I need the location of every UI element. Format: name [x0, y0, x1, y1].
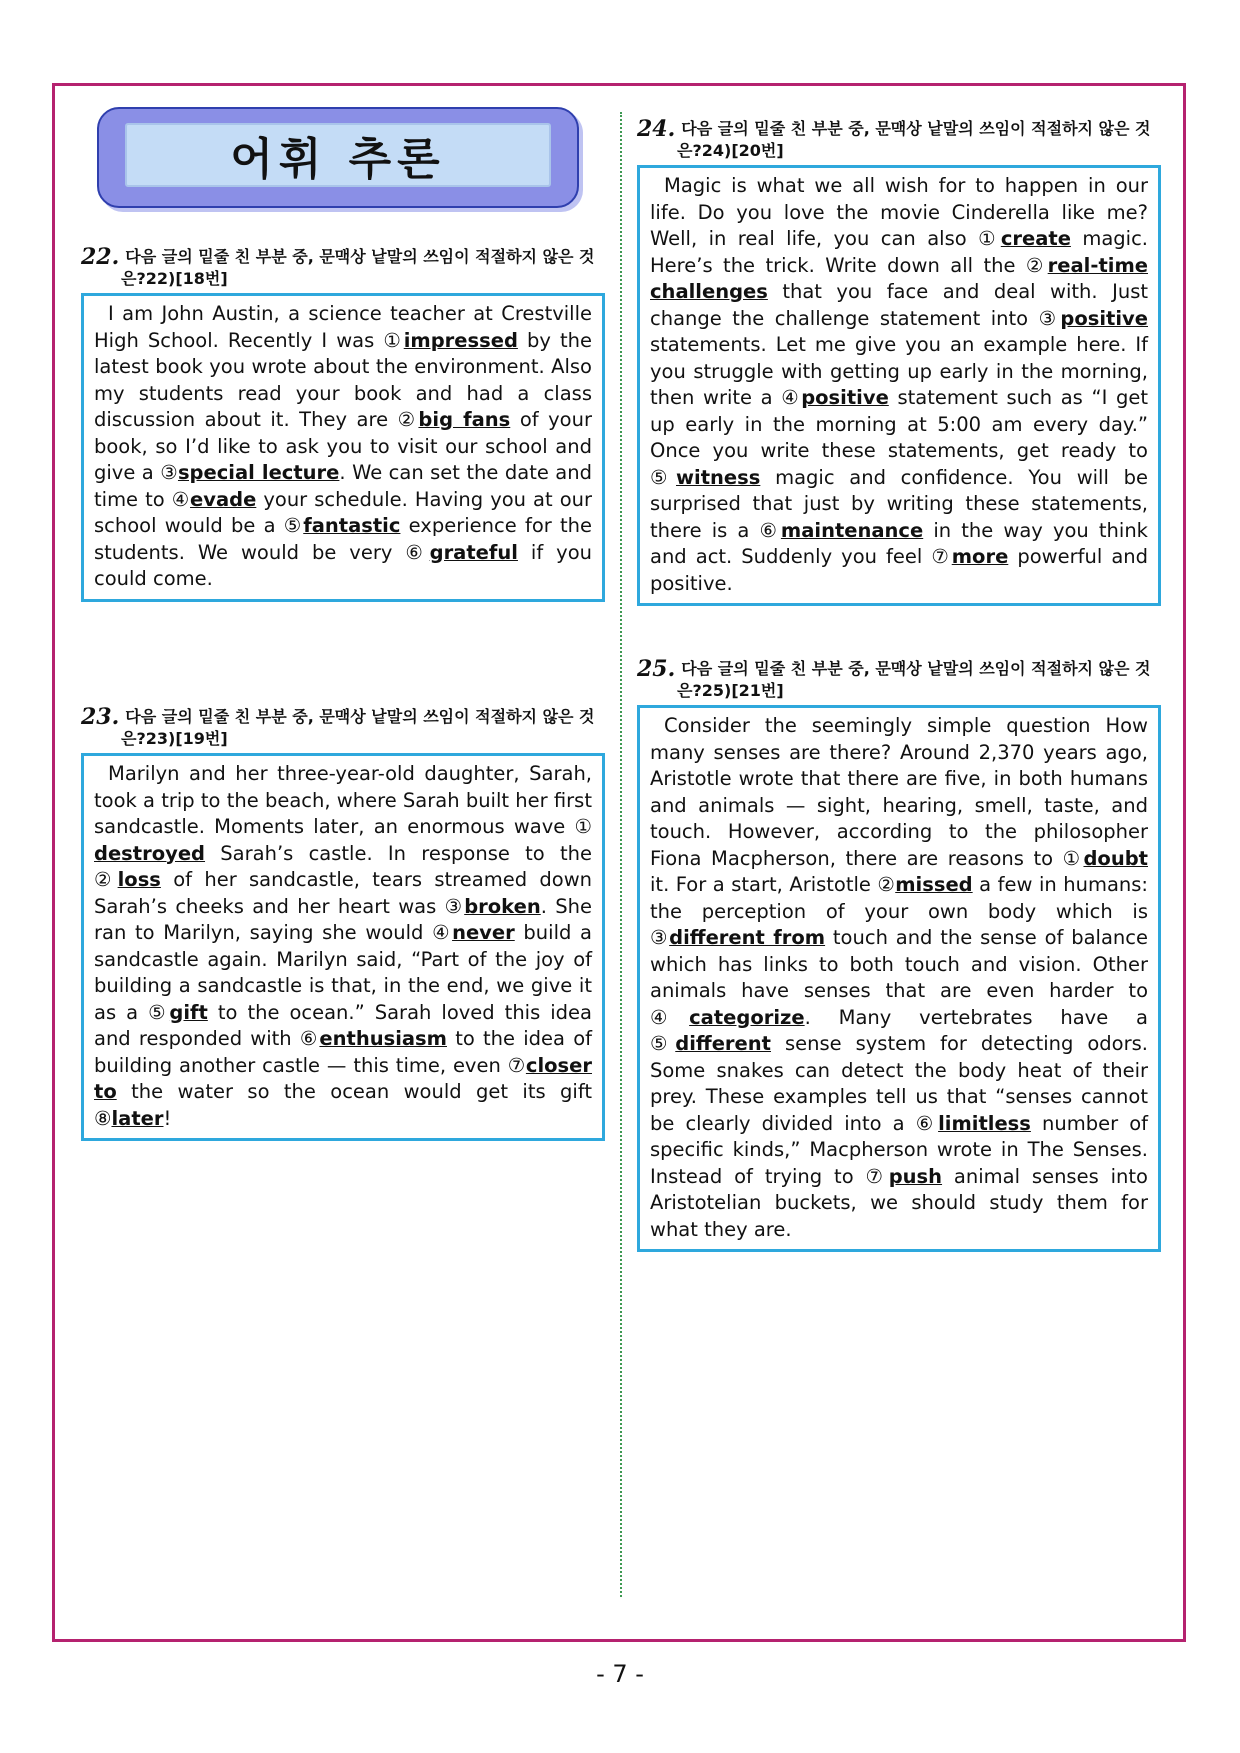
section-title-banner: [97, 107, 579, 208]
underlined-word: grateful: [429, 540, 518, 564]
passage-text: in the way you think and act. Suddenly you feel ⑦: [650, 518, 1148, 568]
underlined-word: create: [1000, 227, 1071, 250]
passage-text: that you face and deal with. Just change the challenge statement into ③: [650, 280, 1148, 330]
passage-text: to the ocean.” Sarah loved this idea and responded with ⑥: [94, 1000, 593, 1050]
passage-text: magic. Here’s the trick. Write down all the ②: [650, 227, 1149, 277]
passage-text: powerful and positive.: [650, 545, 1149, 595]
passage-text: touch and the sense of balance which has links to both touch and vision. Other animals have senses that are even harder to ④: [650, 926, 1148, 1029]
underlined-word: loss: [117, 868, 161, 891]
section-title-plate: [125, 123, 551, 187]
underlined-word: witness: [676, 465, 761, 489]
underlined-word: destroyed: [94, 841, 206, 865]
underlined-word: broken: [464, 894, 541, 918]
question-prompt-tail: 은?25)[21번]: [677, 681, 784, 700]
underlined-word: different from: [669, 926, 826, 949]
underlined-word: gift: [169, 1000, 208, 1024]
underlined-word: doubt: [1083, 846, 1148, 870]
passage-text: . Many vertebrates have a ⑤: [650, 1005, 1148, 1055]
passage-text: it. For a start, Aristotle ②: [650, 873, 896, 896]
passage-text: Marilyn and her three-year-old daughter, Sarah, took a trip to the beach, where Sarah built her first sandcastle. Moments later, an enormous wave ①: [94, 762, 592, 838]
underlined-word: different: [675, 1032, 771, 1055]
question-number: 22.: [81, 244, 120, 270]
underlined-word: evade: [190, 487, 257, 511]
underlined-word: closer to: [94, 1053, 592, 1103]
question-prompt-tail: 은?22)[18번]: [121, 269, 228, 288]
question-number: 24.: [637, 116, 676, 142]
passage-text: magic and confidence. You will be surprised that just by writing these statements, there is a ⑥: [650, 465, 1148, 542]
passage-text: statements. Let me give you an example here. If you struggle with getting up early in the morning, then write a ④: [650, 333, 1148, 409]
question-prompt: 다음 글의 밑줄 친 부분 중, 문맥상 낱말의 쓰임이 적절하지 않은 것: [681, 659, 1151, 678]
passage-box: [637, 705, 1161, 1252]
passage-text: experience for the students. We would be very ⑥: [94, 514, 592, 564]
underlined-word: positive: [1060, 306, 1148, 330]
underlined-word: limitless: [938, 1111, 1031, 1135]
passage-box: [637, 165, 1161, 606]
passage-box: [81, 293, 605, 602]
passage-text: I am John Austin, a science teacher at Crestville High School. Recently I was ①: [94, 302, 592, 352]
underlined-word: impressed: [403, 328, 518, 352]
question-23: [81, 706, 605, 1141]
passage-text: your schedule. Having you at our school would be a ⑤: [94, 487, 592, 537]
passage-text: statement such as “I get up early in the morning at 5:00 am every day.” Once you write these statements, get ready to ⑤: [650, 386, 1148, 489]
question-prompt: 다음 글의 밑줄 친 부분 중, 문맥상 낱말의 쓰임이 적절하지 않은 것: [681, 119, 1151, 138]
section-title: 어휘 추론: [230, 134, 446, 185]
underlined-word: later: [111, 1106, 164, 1130]
question-prompt-tail: 은?24)[20번]: [677, 141, 784, 160]
page-number: - 7 -: [596, 1660, 644, 1688]
underlined-word: fantastic: [303, 514, 401, 537]
passage-text: build a sandcastle again. Marilyn said, “Part of the joy of building a sandcastle is that, in the end, we give it as a ⑤: [94, 921, 593, 1024]
question-number: 25.: [637, 656, 676, 682]
question-header: [637, 658, 1161, 680]
passage-text: . We can set the date and time to ④: [94, 461, 592, 511]
underlined-word: big fans: [418, 408, 511, 431]
passage-text: animal senses into Aristotelian buckets, we should study them for what they are.: [650, 1164, 1148, 1241]
passage-text: to the idea of building another castle — this time, even ⑦: [94, 1027, 592, 1077]
underlined-word: positive: [801, 386, 889, 409]
passage-box: [81, 753, 605, 1141]
passage-text: by the latest book you wrote about the environment. Also my students read your book and had a class discussion about it. They are ②: [94, 328, 592, 431]
passage-text: sense system for detecting odors. Some snakes can detect the body heat of their prey. These examples tell us that “senses cannot be clearly divided into a ⑥: [650, 1032, 1148, 1135]
passage-text: !: [163, 1106, 172, 1130]
underlined-word: real-time challenges: [650, 253, 1148, 303]
underlined-word: categorize: [689, 1005, 805, 1029]
passage-text: if you could come.: [94, 540, 592, 590]
question-header: [81, 246, 605, 268]
passage-text: Sarah’s castle. In response to the ②: [94, 841, 592, 891]
passage-text: of her sandcastle, tears streamed down Sarah’s cheeks and her heart was ③: [94, 868, 593, 918]
underlined-word: more: [951, 545, 1009, 568]
question-prompt-tail: 은?23)[19번]: [121, 729, 228, 748]
question-25: [637, 658, 1161, 1252]
underlined-word: enthusiasm: [319, 1027, 447, 1050]
passage-text: a few in humans: the perception of your own body which is ③: [650, 873, 1148, 949]
passage-text: . She ran to Marilyn, saying she would ④: [94, 894, 592, 944]
passage-text: Consider the seemingly simple question How many senses are there? Around 2,370 years ago, Aristotle wrote that there are five, in both humans and animals — sight, hearing, smell, taste, and touch. However, according to the philosopher Fiona Macpherson, there are reasons to ①: [650, 714, 1148, 870]
underlined-word: never: [452, 921, 515, 944]
column-divider: [620, 112, 622, 1597]
passage-text: number of specific kinds,” Macpherson wrote in The Senses. Instead of trying to ⑦: [650, 1111, 1148, 1188]
question-header: [81, 706, 605, 728]
question-number: 23.: [81, 704, 120, 730]
question-header: [637, 118, 1161, 140]
question-prompt: 다음 글의 밑줄 친 부분 중, 문맥상 낱말의 쓰임이 적절하지 않은 것: [125, 247, 595, 266]
underlined-word: special lecture: [177, 461, 340, 484]
question-24: [637, 118, 1161, 606]
underlined-word: maintenance: [780, 518, 924, 542]
question-prompt: 다음 글의 밑줄 친 부분 중, 문맥상 낱말의 쓰임이 적절하지 않은 것: [125, 707, 595, 726]
passage-text: of your book, so I’d like to ask you to visit our school and give a ③: [94, 408, 592, 484]
underlined-word: missed: [895, 873, 973, 896]
underlined-word: push: [888, 1164, 943, 1188]
passage-text: the water so the ocean would get its gift ⑧: [94, 1080, 592, 1130]
question-22: [81, 246, 605, 602]
passage-text: Magic is what we all wish for to happen in our life. Do you love the movie Cinderella like me? Well, in real life, you can also ①: [650, 174, 1148, 250]
